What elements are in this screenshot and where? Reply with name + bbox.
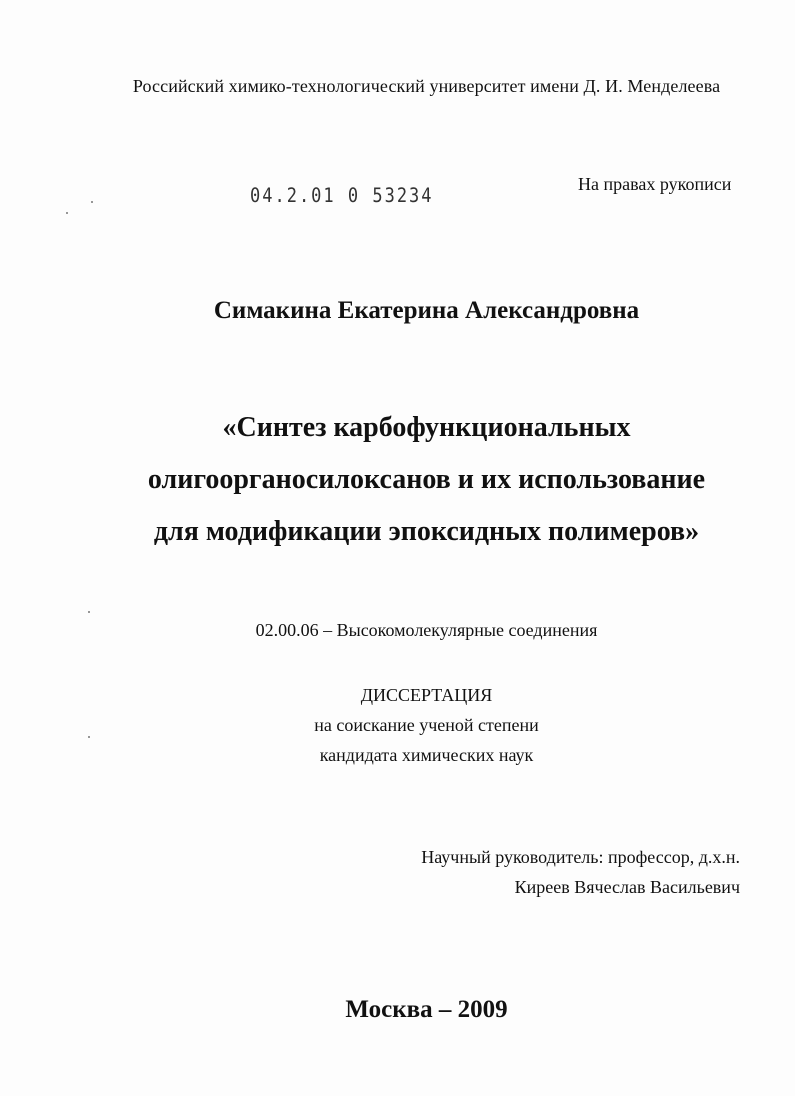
dissertation-title	[0, 402, 795, 558]
scan-speck	[91, 201, 93, 203]
degree-type: ДИССЕРТАЦИЯ	[360, 685, 493, 705]
scan-speck	[88, 736, 90, 738]
degree-purpose: на соискание ученой степени	[314, 715, 539, 735]
title-line: «Синтез карбофункциональных	[222, 412, 631, 443]
scan-speck	[88, 611, 90, 613]
author-name: Симакина Екатерина Александровна	[213, 297, 640, 324]
scan-speck	[66, 212, 68, 214]
title-line: олигоорганосилоксанов и их использование	[147, 464, 706, 495]
supervisor-name: Киреев Вячеслав Васильевич	[514, 877, 740, 897]
university-name: Российский химико-технологический университет имени Д. И. Менделеева	[132, 76, 721, 96]
title-line: для модификации эпоксидных полимеров»	[153, 516, 700, 547]
specialty-code: 02.00.06 – Высокомолекулярные соединения	[255, 620, 598, 640]
rights-label: На правах рукописи	[578, 174, 732, 194]
supervisor-role: Научный руководитель: профессор, д.х.н.	[421, 847, 740, 867]
city-year: Москва – 2009	[345, 996, 508, 1023]
degree-name: кандидата химических наук	[319, 745, 534, 765]
library-stamp-number: 04.2.01 0 53234	[250, 184, 434, 208]
degree-block	[0, 680, 795, 770]
supervisor-block	[421, 842, 740, 902]
